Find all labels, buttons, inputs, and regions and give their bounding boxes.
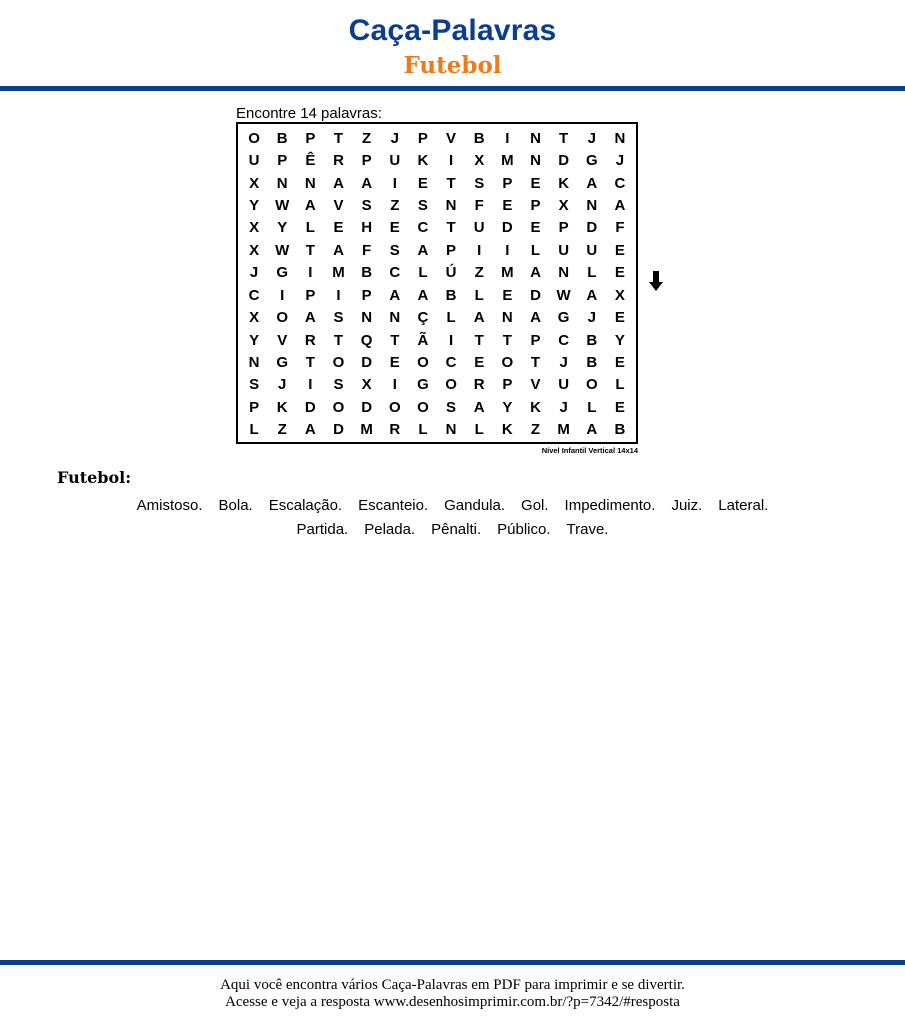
grid-cell: L bbox=[446, 309, 456, 327]
down-arrow-icon bbox=[648, 270, 664, 292]
grid-cell: E bbox=[502, 286, 513, 304]
grid-cell: N bbox=[501, 309, 513, 327]
grid-cell: A bbox=[586, 421, 598, 439]
grid-cell: S bbox=[333, 309, 344, 327]
grid-cell: J bbox=[559, 398, 568, 416]
puzzle-instruction: Encontre 14 palavras: bbox=[236, 105, 382, 122]
grid-cell: L bbox=[249, 421, 259, 439]
grid-cell: E bbox=[389, 353, 400, 371]
grid-cell: E bbox=[417, 174, 428, 192]
grid-cell: I bbox=[308, 376, 313, 394]
grid-cell: G bbox=[417, 376, 429, 394]
grid-cell: N bbox=[445, 196, 457, 214]
grid-cell: T bbox=[390, 331, 400, 349]
grid-cell: X bbox=[249, 174, 260, 192]
grid-cell: A bbox=[586, 286, 598, 304]
grid-cell: Z bbox=[390, 196, 400, 214]
grid-cell: C bbox=[389, 264, 401, 282]
grid-cell: Y bbox=[614, 331, 625, 349]
grid-cell: P bbox=[249, 398, 260, 416]
grid-cell: B bbox=[586, 331, 598, 349]
grid-cell: N bbox=[389, 309, 401, 327]
word-list-item: Partida. bbox=[296, 521, 349, 538]
grid-cell: E bbox=[530, 219, 541, 237]
grid-cell: K bbox=[417, 152, 429, 170]
grid-cell: U bbox=[248, 152, 260, 170]
grid-cell: P bbox=[361, 152, 372, 170]
grid-cell: I bbox=[448, 331, 454, 349]
grid-cell: Z bbox=[474, 264, 484, 282]
level-note: Nível Infantil Vertical 14x14 bbox=[541, 446, 638, 455]
grid-cell: C bbox=[248, 286, 260, 304]
word-list-item: Impedimento. bbox=[564, 497, 656, 514]
grid-cell: T bbox=[530, 353, 541, 371]
word-list-item: Gandula. bbox=[444, 497, 506, 514]
grid-cell: Ê bbox=[305, 152, 316, 170]
grid-cell: B bbox=[586, 353, 598, 371]
footer-line-1: Aqui você encontra vários Caça-Palavras em PDF para imprimir e se divertir. bbox=[220, 977, 685, 993]
grid-cell: V bbox=[277, 331, 288, 349]
grid-cell: O bbox=[248, 129, 260, 147]
grid-cell: L bbox=[530, 241, 541, 259]
grid-cell: L bbox=[615, 376, 625, 394]
word-search-grid bbox=[236, 122, 638, 444]
grid-cell: S bbox=[446, 398, 457, 416]
grid-cell: M bbox=[501, 152, 514, 170]
grid-cell: O bbox=[332, 353, 345, 371]
grid-cell: U bbox=[558, 241, 570, 259]
grid-cell: U bbox=[586, 241, 598, 259]
grid-cell: P bbox=[305, 129, 316, 147]
grid-cell: W bbox=[275, 241, 290, 259]
grid-cell: U bbox=[473, 219, 485, 237]
grid-cell: N bbox=[530, 152, 541, 170]
page-title: Caça-Palavras bbox=[348, 14, 557, 47]
grid-cell: K bbox=[276, 398, 288, 416]
grid-cell: D bbox=[333, 421, 344, 439]
grid-cell: P bbox=[530, 196, 541, 214]
grid-cell: J bbox=[278, 376, 287, 394]
grid-cell: N bbox=[614, 129, 626, 147]
grid-cell: F bbox=[474, 196, 484, 214]
word-list-item: Pelada. bbox=[364, 521, 416, 538]
grid-cell: N bbox=[276, 174, 288, 192]
grid-cell: T bbox=[559, 129, 569, 147]
grid-cell: S bbox=[333, 376, 344, 394]
grid-cell: O bbox=[276, 309, 289, 327]
grid-cell: T bbox=[446, 174, 456, 192]
grid-cell: M bbox=[501, 264, 514, 282]
grid-cell: N bbox=[586, 196, 598, 214]
grid-cell: D bbox=[586, 219, 598, 237]
grid-cell: A bbox=[304, 196, 316, 214]
grid-cell: T bbox=[305, 353, 315, 371]
grid-cell: T bbox=[333, 129, 344, 147]
grid-cell: U bbox=[558, 376, 570, 394]
grid-cell: A bbox=[304, 421, 316, 439]
grid-cell: N bbox=[304, 174, 316, 192]
grid-cell: Ú bbox=[445, 264, 457, 282]
grid-cell: M bbox=[360, 421, 373, 439]
grid-cell: N bbox=[361, 309, 373, 327]
grid-cell: L bbox=[418, 264, 428, 282]
grid-cell: I bbox=[308, 264, 313, 282]
grid-cell: J bbox=[615, 152, 625, 170]
grid-cell: U bbox=[389, 152, 401, 170]
word-list-item: Trave. bbox=[566, 521, 609, 538]
grid-cell: O bbox=[445, 376, 457, 394]
grid-cell: Y bbox=[249, 331, 260, 349]
grid-cell: G bbox=[585, 152, 598, 170]
grid-cell: E bbox=[389, 219, 400, 237]
grid-cell: S bbox=[417, 196, 428, 214]
grid-cell: A bbox=[530, 264, 541, 282]
grid-cell: E bbox=[530, 174, 541, 192]
grid-cell: P bbox=[530, 331, 541, 349]
grid-cell: Y bbox=[277, 219, 288, 237]
grid-cell: E bbox=[614, 353, 625, 371]
grid-cell: C bbox=[558, 331, 570, 349]
grid-cell: X bbox=[558, 196, 569, 214]
grid-cell: E bbox=[614, 241, 625, 259]
grid-cell: L bbox=[474, 286, 484, 304]
grid-cell: P bbox=[417, 129, 428, 147]
grid-cell: C bbox=[417, 219, 429, 237]
grid-cell: S bbox=[249, 376, 260, 394]
grid-cell: F bbox=[362, 241, 372, 259]
grid-cell: I bbox=[448, 152, 454, 170]
grid-cell: G bbox=[276, 353, 289, 371]
grid-cell: Z bbox=[362, 129, 372, 147]
grid-cell: A bbox=[586, 174, 598, 192]
grid-cell: P bbox=[446, 241, 457, 259]
grid-cell: T bbox=[502, 331, 512, 349]
grid-cell: F bbox=[615, 219, 625, 237]
grid-cell: M bbox=[332, 264, 345, 282]
grid-cell: D bbox=[501, 219, 513, 237]
grid-cell: P bbox=[502, 174, 513, 192]
grid-cell: K bbox=[558, 174, 570, 192]
grid-cell: D bbox=[558, 152, 570, 170]
grid-cell: E bbox=[333, 219, 344, 237]
grid-cell: N bbox=[248, 353, 260, 371]
grid-cell: A bbox=[333, 174, 344, 192]
word-list-item: Lateral. bbox=[718, 497, 769, 514]
grid-cell: O bbox=[332, 398, 345, 416]
grid-cell: Y bbox=[249, 196, 260, 214]
grid-cell: A bbox=[333, 241, 344, 259]
grid-cell: L bbox=[587, 264, 597, 282]
grid-cell: L bbox=[305, 219, 315, 237]
grid-cell: E bbox=[614, 264, 625, 282]
grid-cell: I bbox=[280, 286, 285, 304]
grid-cell: B bbox=[614, 421, 626, 439]
grid-cell: I bbox=[505, 241, 510, 259]
grid-cell: A bbox=[473, 309, 485, 327]
grid-cell: O bbox=[388, 398, 401, 416]
footer-divider bbox=[0, 960, 905, 965]
grid-cell: R bbox=[333, 152, 344, 170]
grid-cell: J bbox=[249, 264, 259, 282]
grid-cell: W bbox=[556, 286, 571, 304]
grid-cell: N bbox=[558, 264, 570, 282]
grid-cell: A bbox=[304, 309, 316, 327]
word-list-item: Pênalti. bbox=[431, 521, 482, 538]
grid-cell: A bbox=[530, 309, 541, 327]
word-list-item: Amistoso. bbox=[136, 497, 203, 514]
grid-cell: E bbox=[474, 353, 485, 371]
grid-cell: K bbox=[530, 398, 541, 416]
grid-cell: A bbox=[361, 174, 373, 192]
grid-cell: S bbox=[389, 241, 400, 259]
grid-cell: K bbox=[501, 421, 513, 439]
word-list-item: Público. bbox=[497, 521, 551, 538]
grid-cell: I bbox=[477, 241, 482, 259]
grid-cell: O bbox=[417, 353, 429, 371]
grid-cell: Z bbox=[530, 421, 541, 439]
header-divider bbox=[0, 86, 905, 91]
grid-cell: J bbox=[587, 309, 596, 327]
grid-cell: R bbox=[389, 421, 401, 439]
grid-cell: X bbox=[474, 152, 485, 170]
grid-cell: C bbox=[445, 353, 457, 371]
grid-cell: J bbox=[390, 129, 399, 147]
grid-cell: E bbox=[614, 398, 625, 416]
grid-cell: E bbox=[502, 196, 513, 214]
grid-cell: A bbox=[417, 241, 429, 259]
grid-cell: M bbox=[557, 421, 570, 439]
grid-cell: P bbox=[558, 219, 569, 237]
grid-cell: L bbox=[587, 398, 597, 416]
grid-cell: P bbox=[361, 286, 372, 304]
grid-cell: G bbox=[557, 309, 570, 327]
grid-cell: B bbox=[473, 129, 485, 147]
word-list-item: Gol. bbox=[521, 497, 549, 514]
grid-cell: Y bbox=[502, 398, 513, 416]
grid-cell: P bbox=[305, 286, 316, 304]
grid-cell: B bbox=[276, 129, 288, 147]
grid-cell: A bbox=[614, 196, 626, 214]
grid-cell: D bbox=[530, 286, 541, 304]
word-list-title: Futebol: bbox=[57, 468, 132, 487]
grid-cell: Q bbox=[360, 331, 373, 349]
grid-cell: D bbox=[304, 398, 316, 416]
grid-cell: W bbox=[275, 196, 290, 214]
page-subtitle: Futebol bbox=[403, 52, 502, 79]
grid-cell: V bbox=[446, 129, 457, 147]
grid-cell: I bbox=[392, 376, 397, 394]
grid-cell: C bbox=[614, 174, 626, 192]
grid-cell: B bbox=[361, 264, 373, 282]
grid-cell: T bbox=[305, 241, 315, 259]
grid-cell: D bbox=[361, 353, 373, 371]
grid-cell: P bbox=[502, 376, 513, 394]
grid-cell: I bbox=[336, 286, 341, 304]
word-list-row-1 bbox=[0, 497, 905, 515]
grid-cell: I bbox=[392, 174, 397, 192]
grid-cell: A bbox=[389, 286, 401, 304]
grid-cell: D bbox=[361, 398, 373, 416]
grid-cell: P bbox=[277, 152, 288, 170]
grid-cell: L bbox=[418, 421, 428, 439]
grid-cell: B bbox=[445, 286, 457, 304]
footer-line-2: Acesse e veja a resposta www.desenhosimprimir.com.br/?p=7342/#resposta bbox=[225, 994, 680, 1010]
grid-cell: O bbox=[585, 376, 598, 394]
grid-cell: O bbox=[417, 398, 429, 416]
grid-cell: L bbox=[474, 421, 484, 439]
grid-cell: X bbox=[249, 219, 260, 237]
grid-cell: A bbox=[473, 398, 485, 416]
grid-cell: H bbox=[361, 219, 373, 237]
word-list-item: Escanteio. bbox=[358, 497, 429, 514]
grid-cell: Z bbox=[277, 421, 287, 439]
grid-cell: Ã bbox=[417, 331, 429, 349]
grid-cell: T bbox=[474, 331, 484, 349]
grid-cell: X bbox=[249, 241, 260, 259]
grid-cell: X bbox=[361, 376, 372, 394]
grid-cell: X bbox=[614, 286, 625, 304]
grid-cell: S bbox=[474, 174, 485, 192]
grid-cell: T bbox=[333, 331, 344, 349]
word-list-item: Juiz. bbox=[671, 497, 703, 514]
grid-cell: J bbox=[587, 129, 596, 147]
word-list-row-2 bbox=[0, 521, 905, 539]
grid-cell: A bbox=[417, 286, 429, 304]
word-list-item: Escalação. bbox=[268, 497, 343, 514]
grid-cell: R bbox=[304, 331, 316, 349]
word-list-item: Bola. bbox=[218, 497, 253, 514]
grid-cell: G bbox=[276, 264, 289, 282]
grid-cell: N bbox=[530, 129, 541, 147]
grid-cell: S bbox=[361, 196, 372, 214]
grid-cell: T bbox=[446, 219, 456, 237]
grid-cell: O bbox=[501, 353, 514, 371]
grid-cell: E bbox=[614, 309, 625, 327]
grid-cell: V bbox=[530, 376, 541, 394]
grid-cell: N bbox=[445, 421, 457, 439]
grid-cell: Ç bbox=[417, 309, 429, 327]
grid-cell: I bbox=[505, 129, 510, 147]
grid-cell: X bbox=[249, 309, 260, 327]
grid-cell: R bbox=[473, 376, 485, 394]
grid-cell: J bbox=[559, 353, 568, 371]
grid-cell: V bbox=[333, 196, 344, 214]
